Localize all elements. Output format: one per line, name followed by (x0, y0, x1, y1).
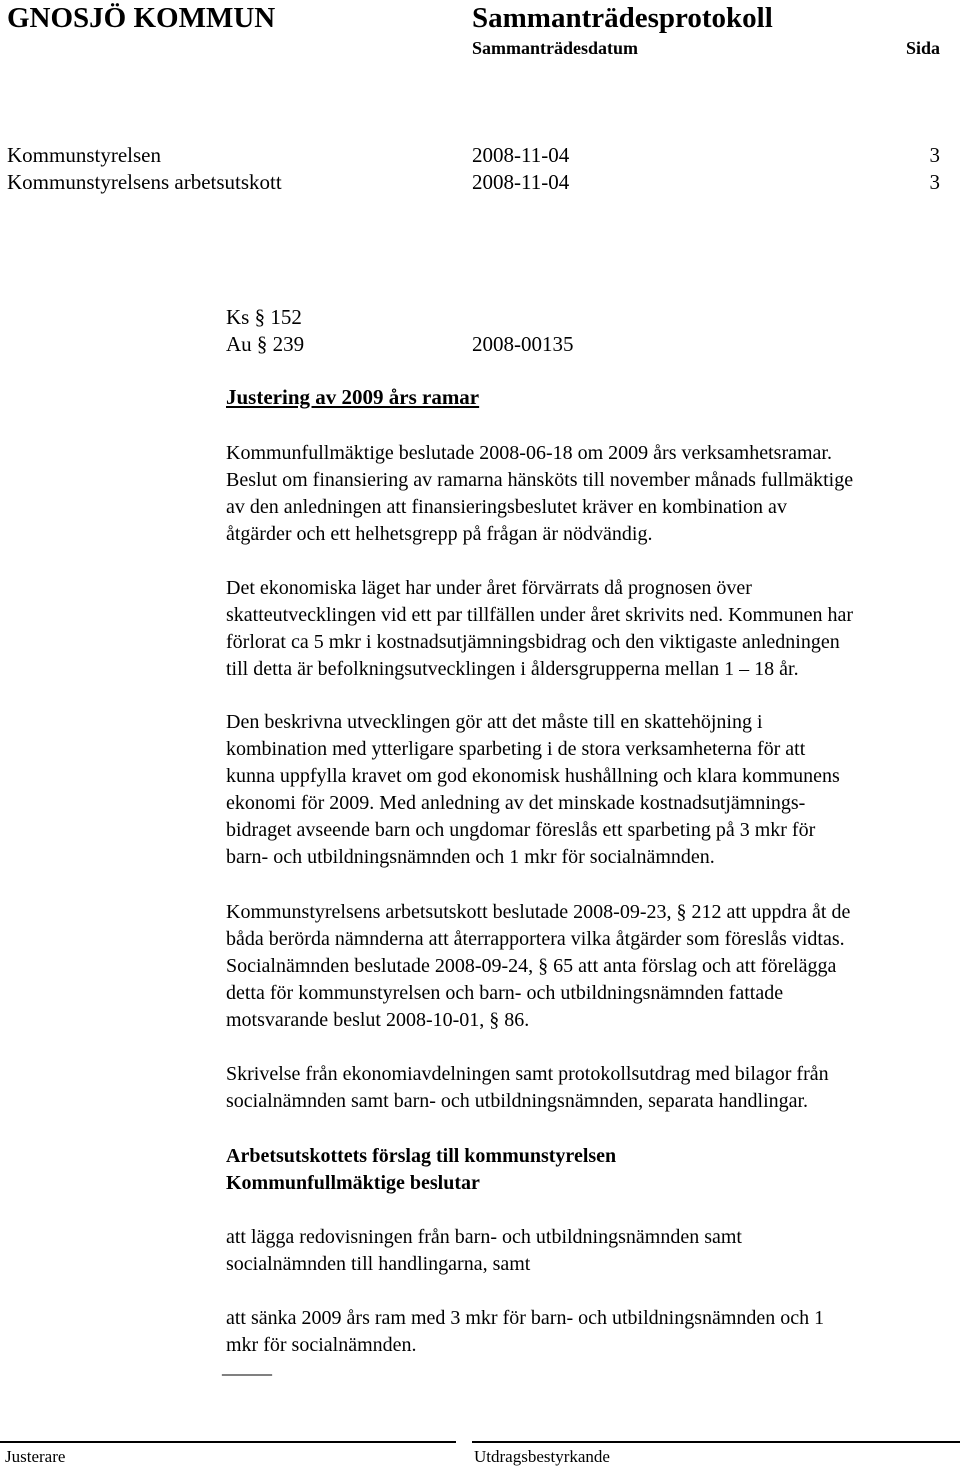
decision-item: att lägga redovisningen från barn- och utbildningsnämnden samt socialnämnden till handlingarna, samt (226, 1226, 742, 1275)
justerare-label: Justerare (5, 1447, 66, 1466)
ks-paragraph: Ks § 152 (226, 305, 302, 329)
decision-heading: Kommunfullmäktige beslutar (226, 1172, 480, 1194)
signature-line-utdrag (472, 1441, 960, 1443)
end-mark: _____ (222, 1356, 272, 1378)
utdrag-label: Utdragsbestyrkande (474, 1447, 610, 1466)
meeting-date: 2008-11-04 (472, 170, 570, 194)
diary-number: 2008-00135 (472, 332, 574, 356)
au-paragraph: Au § 239 (226, 332, 305, 356)
paragraph: Den beskrivna utvecklingen gör att det måste till en skattehöjning i kombination med ytterligare sparbeting i de stora verksamheterna för att kunna uppfylla kravet om god ekonomisk hushållning och klara kommunens ekonomi för 2009. Med anledning av det minskade kostnadsutjämnings- bidraget avseende barn och ungdomar föreslås ett sparbeting på 3 mkr för barn- och utbildningsnämnden och 1 mkr för socialnämnden. (226, 711, 840, 868)
paragraph: Kommunfullmäktige beslutade 2008-06-18 om 2009 års verksamhetsramar. Beslut om finansiering av ramarna hänsköts till november månads fullmäktige av den anledningen att finansieringsbeslutet kräver en kombination av åtgärder och ett helhetsgrepp på frågan är nödvändig. (226, 442, 854, 545)
org-name: GNOSJÖ KOMMUN (7, 2, 276, 34)
signature-line-justerare (0, 1441, 456, 1443)
case-title: Justering av 2009 års ramar (226, 385, 480, 409)
meeting-date: 2008-11-04 (472, 143, 570, 167)
date-label: Sammanträdesdatum (472, 38, 639, 58)
page-label: Sida (905, 38, 940, 58)
meeting-page: 3 (929, 143, 940, 167)
meeting-body: Kommunstyrelsens arbetsutskott (7, 170, 282, 194)
meeting-page: 3 (929, 170, 940, 194)
document-type: Sammanträdesprotokoll (472, 2, 773, 34)
paragraph: Det ekonomiska läget har under året förvärrats då prognosen över skatteutvecklingen vid ett par tillfällen under året skrivits ned. Kommunen har förlorat ca 5 mkr i kostnadsutjämningsbidrag och den viktigaste anledningen till detta är befolkningsutvecklingen i åldersgrupperna mellan 1 – 18 år. (226, 577, 854, 680)
paragraph: Skrivelse från ekonomiavdelningen samt protokollsutdrag med bilagor från socialnämnden samt barn- och utbildningsnämnden, separata handlingar. (226, 1063, 829, 1112)
paragraph: Kommunstyrelsens arbetsutskott beslutade 2008-09-23, § 212 att uppdra åt de båda berörda nämnderna att återrapportera vilka åtgärder som föreslås vidtas. Socialnämnden beslutade 2008-09-24, § 65 att anta förslag och att förelägga detta för kommunstyrelsen och barn- och utbildningsnämnden fattade motsvarande beslut 2008-10-01, § 86. (226, 901, 851, 1031)
decision-item: att sänka 2009 års ram med 3 mkr för barn- och utbildningsnämnden och 1 mkr för socialnämnden. (226, 1307, 825, 1356)
meeting-body: Kommunstyrelsen (7, 143, 161, 167)
proposal-heading: Arbetsutskottets förslag till kommunstyrelsen Kommunfullmäktige beslutar (226, 1143, 956, 1197)
